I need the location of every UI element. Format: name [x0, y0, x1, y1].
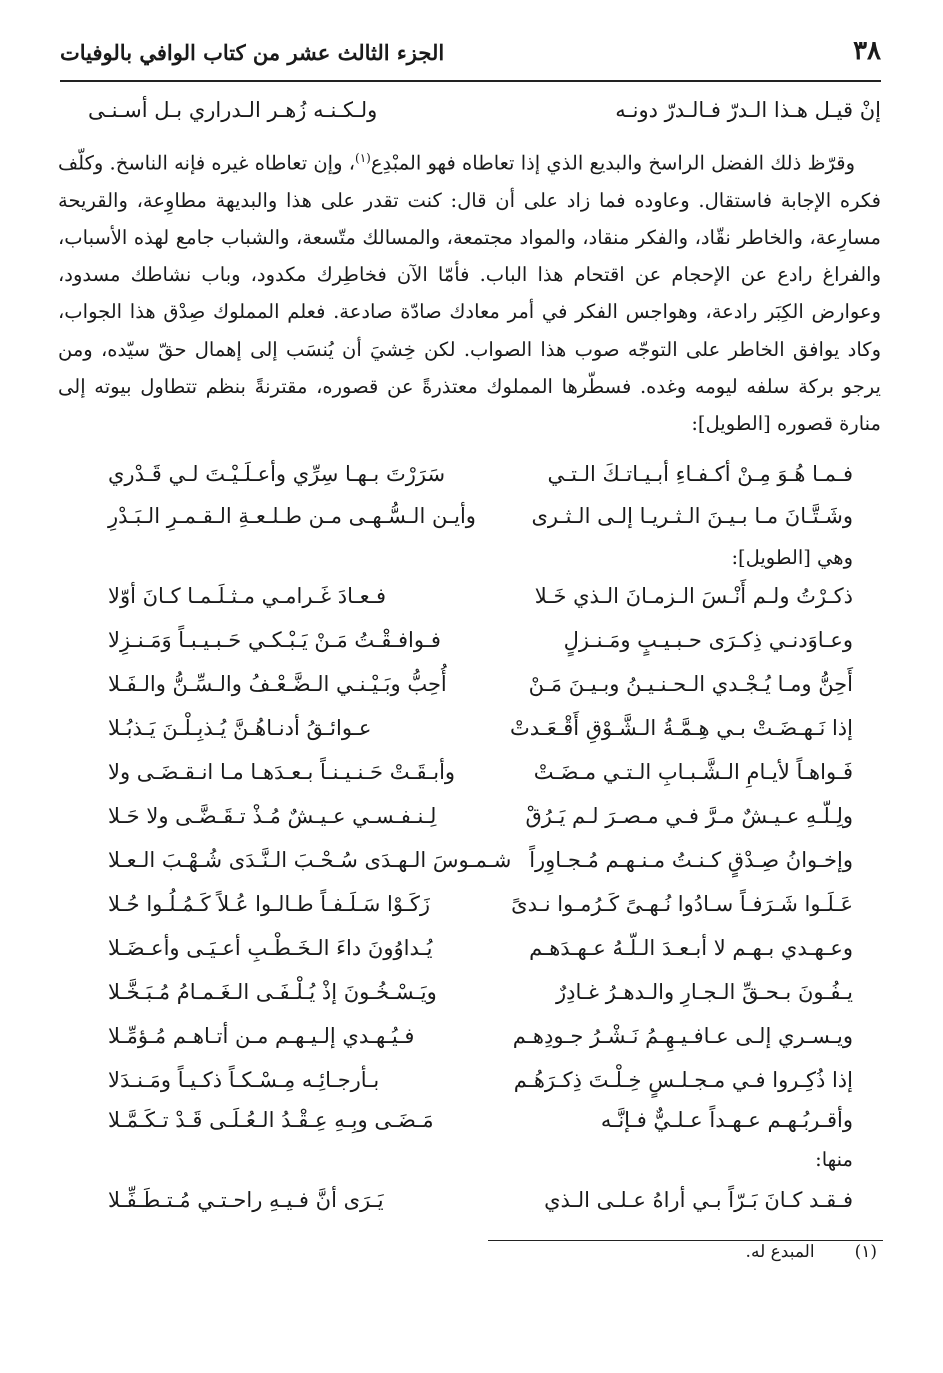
- verse-second-hemistich: يُـداوُونَ داءَ الـخَـطْـبِ أعـيَـى وأعـضَـلا: [108, 936, 433, 960]
- verse-line: [90, 1108, 853, 1148]
- prose-text-continued: ، وإن تعاطاه غيره فإنه الناسخ. وكلّف فكره الإجابة فاستقال. وعاوده فما زاد على أن قال: كنت تقدر على هذا والبديهة مطاوِعة، والقريحة مسارِعة، والخاطر نقّاد، والفكر منقاد، والمواد مجتمعة، والمسالك متّسعة، والشباب جامع لهذه الأسباب، والفراغ رادع عن الإحجام عن اقتحام هذا الباب. فأمّا الآن فخاطِرك مكدود، وباب نشاطك مسدود، وعوارض الكِبَر رادعة، وهواجس الفكر في أمر معادك صادّة صادعة. فعلم المملوك صِدْق هذا الجواب، وكاد يوافق الخاطر على التوجّه صوب هذا الصواب. لكن خِشيَ أن يُنسَب إلى إهمال حقّ سيّده، ومن يرجو بركة سلفه ليومه وغده. فسطّرها المملوك معتذرةً عن قصوره، مقترنةً بنظم تتطاول بيوته إلى منارة قصوره [الطويل]:: [58, 151, 881, 435]
- verse-first-hemistich: أَحِنُّ ومـا يُـجْـدي الـحـنـيـنُ وبـيـنَ مَـنْ: [528, 672, 853, 696]
- verse-first-hemistich: وإخـوانُ صِـدْقٍ كـنـتُ مـنـهـم مُـجـاوِراً: [529, 848, 853, 872]
- verse-first-hemistich: فـمـا هُـوَ مِـنْ أكـفـاءِ أبـيـاتـكَ الـتـي: [547, 462, 853, 486]
- intro-verse: [70, 98, 881, 138]
- verse-second-hemistich: شـمـوسَ الـهـدَى سُـحْـبَ الـنَّـدَى شُـهْـبَ الـعـلا: [108, 848, 512, 872]
- verse-second-hemistich: وأبـقَـتْ حَـنـيـنـاً بـعـدَهـا مـا انـقـضَـى ولا: [108, 760, 456, 784]
- verse-second-hemistich: ولـكـنـه زُهـر الـدراري بـل أسـنـى: [88, 98, 378, 122]
- verse-first-hemistich: ذكـرْتُ ولـم أَنْـسَ الـزمـانَ الـذي خَـلا: [534, 584, 853, 608]
- verse-first-hemistich: ويـسـري إلـى عـافـيـهِـمُ نَـشْـرُ جـودِهـم: [512, 1024, 853, 1048]
- verse-second-hemistich: سَرَرْتَ بـهـا سِرِّي وأعـلَـيْـتَ لـي قَـدْري: [108, 462, 446, 486]
- verse-first-hemistich: إذا ذُكِـروا فـي مـجـلـسٍ خِـلْـتَ ذِكـرَهُـم: [513, 1068, 853, 1092]
- verse-first-hemistich: فَـواهـاً لأيـامِ الـشَّـبـابِ الـتـي مـضَـتْ: [533, 760, 853, 784]
- verse-line: [90, 462, 853, 502]
- verse-line: [90, 1024, 853, 1064]
- footnote-divider: [488, 1240, 883, 1241]
- verse-line: [90, 628, 853, 668]
- verse-line: [90, 760, 853, 800]
- verse-second-hemistich: فـيُـهـدي إلـيـهـم مـن أتـاهـم مُـؤمِّـلا: [108, 1024, 415, 1048]
- verse-first-hemistich: إنْ قيـل هـذا الـدرّ فـالـدرّ دونـه: [615, 98, 881, 122]
- page-header: [60, 30, 881, 82]
- verse-line: [90, 584, 853, 624]
- verse-first-hemistich: وأقـربُـهـم عـهـداً عـلـيٌّ فـإنَّـه: [600, 1108, 853, 1132]
- verse-first-hemistich: وشَـتَّـانَ مـا بـيـنَ الـثـريـا إلـى الـثـرى: [531, 504, 853, 528]
- excerpt-label: منها:: [815, 1148, 853, 1171]
- verse-second-hemistich: فـعـادَ غَـرامـي مـثـلَـمـا كـانَ أوّلا: [108, 584, 386, 608]
- verse-second-hemistich: أُحِبُّ وبَـيْـنـي الـضَّـعْـفُ والـسِّـنُّ والـفَـلا: [108, 672, 447, 696]
- verse-line: [90, 716, 853, 756]
- verse-first-hemistich: يـفُـونَ بـحـقِّ الـجـارِ والـدهـرُ غـادِرٌ: [556, 980, 853, 1004]
- running-title: الجزء الثالث عشر من كتاب الوافي بالوفيات: [60, 40, 445, 65]
- verse-first-hemistich: إذا نَـهـضَـتْ بـي هِـمَّـةُ الـشَّـوْقِ أَقْـعَـدتْ: [509, 716, 853, 740]
- prose-text: وقرّظ ذلك الفضل الراسخ والبديع الذي إذا تعاطاه فهو المبْدِع: [370, 151, 855, 175]
- verse-line: [90, 504, 853, 544]
- verse-line: [90, 804, 853, 844]
- verse-line: [90, 1188, 853, 1228]
- verse-line: [90, 1068, 853, 1108]
- meter-label: وهي [الطويل]:: [731, 546, 853, 569]
- verse-line: [90, 848, 853, 888]
- prose-paragraph: [58, 140, 881, 442]
- verse-first-hemistich: فـقـد كـانَ بَـرّاً بـي أراهُ عـلـى الـذي: [544, 1188, 853, 1212]
- verse-first-hemistich: ولِـلّـهِ عـيـشٌ مـرَّ فـي مـصـرَ لـم يَـرُقْ: [525, 804, 853, 828]
- verse-second-hemistich: وأيـن الـسُّـهـى مـن طـلـعـةِ الـقـمـرِ الـبَـدْرِ: [108, 504, 476, 528]
- footnote-reference: (١): [355, 151, 371, 165]
- verse-line: [90, 892, 853, 932]
- verse-second-hemistich: فـوافـقْـتُ مَـنْ يَـبْـكـي حَـبـيـبـاً وَمَـنـزِلا: [108, 628, 441, 652]
- footnote-number: (١): [854, 1242, 877, 1262]
- verse-line: [90, 936, 853, 976]
- verse-second-hemistich: ويَـسْـخُـونَ إذْ يُـلْـفَـى الـغَـمـامُ مُـبَـخَّـلا: [108, 980, 437, 1004]
- verse-line: [90, 980, 853, 1020]
- verse-first-hemistich: وعـاوَدنـي ذِكـرَى حـبـيـبٍ ومَـنـزلٍ: [563, 628, 853, 652]
- verse-second-hemistich: زَكَـوْا سَـلَـفـاً طـالـوا عُـلاً كَـمُـلُـوا حُـلا: [108, 892, 430, 916]
- verse-second-hemistich: عـوائـقُ أدنـاهُـنَّ يُـذبِـلْـنَ يَـذبُـلا: [108, 716, 372, 740]
- footnote-text: المبدع له.: [745, 1242, 815, 1262]
- verse-line: [90, 672, 853, 712]
- verse-second-hemistich: يَـرَى أنَّ فـيـهِ راحـتـي مُـتـطَـفِّـلا: [108, 1188, 384, 1212]
- footnote: [746, 1242, 877, 1262]
- verse-first-hemistich: وعـهـدي بـهـم لا أبـعـدَ الـلّـهُ عـهـدَهـم: [529, 936, 853, 960]
- verse-second-hemistich: بـأرجـائِـه مِـسْـكـاً ذكـيـاً ومَـنـدَلا: [108, 1068, 380, 1092]
- verse-first-hemistich: عَـلَـوا شَـرَفـاً سـادُوا نُـهـىً كَـرُمـوا نـدىً: [511, 892, 853, 916]
- verse-second-hemistich: مَـضَـى وبِـهِ عِـقْـدُ الـعُـلَـى قَـدْ تـكَـمَّـلا: [108, 1108, 434, 1132]
- verse-second-hemistich: لِـنـفـسـي عـيـشٌ مُـذْ تـقَـضَّـى ولا حَـلا: [108, 804, 437, 828]
- page-number: ٣٨: [853, 36, 881, 66]
